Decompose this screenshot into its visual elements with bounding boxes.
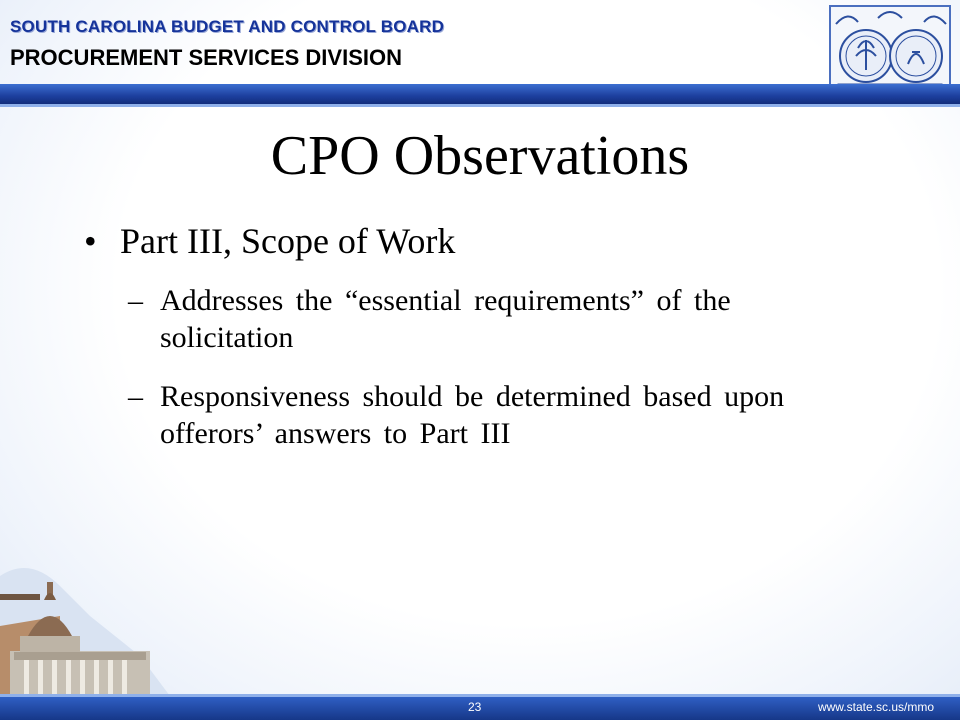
footer-url: www.state.sc.us/mmo: [817, 700, 934, 714]
header-bar-highlight: [0, 104, 960, 107]
bullet-item: [84, 220, 455, 262]
division-name: PROCUREMENT SERVICES DIVISION: [10, 45, 402, 70]
capitol-building-image: [0, 556, 170, 706]
dash-marker: –: [128, 284, 143, 317]
bullet-text: Part III, Scope of Work: [120, 221, 456, 261]
bullet-marker: •: [84, 221, 97, 261]
sub-bullet-item: [128, 378, 840, 452]
dash-marker: –: [128, 380, 143, 413]
org-name: SOUTH CAROLINA BUDGET AND CONTROL BOARD: [10, 17, 445, 36]
header-bar: [0, 84, 960, 104]
sub-bullet-item: [128, 282, 840, 356]
sub-bullet-text: Addresses the “essential requirements” of the solicitation: [160, 284, 731, 354]
page-number: 23: [468, 700, 482, 714]
slide-title: CPO Observations: [270, 125, 690, 187]
sub-bullet-text: Responsiveness should be determined based upon offerors’ answers to Part III: [160, 380, 785, 450]
